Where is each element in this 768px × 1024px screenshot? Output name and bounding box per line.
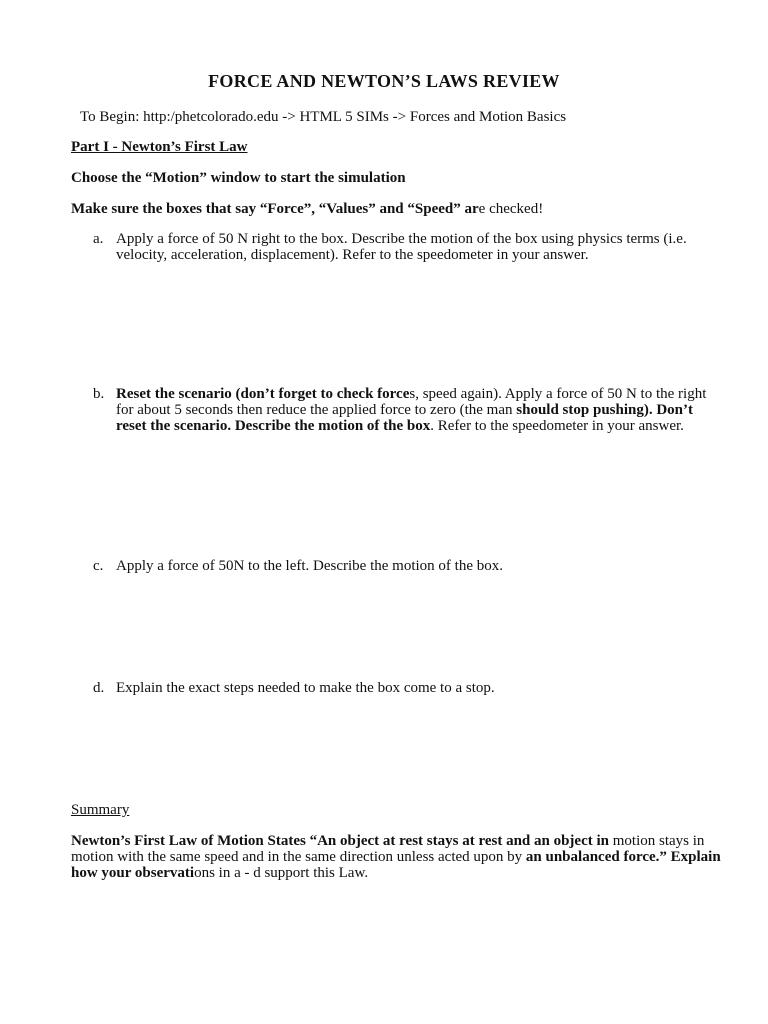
question-letter: d.: [93, 680, 105, 696]
summary-heading: Summary: [71, 802, 130, 818]
question-text: Explain the exact steps needed to make the box come to a stop.: [116, 680, 495, 696]
summary-text-2: ons in a - d support this Law.: [194, 865, 369, 881]
question-letter: a.: [93, 231, 104, 247]
summary-text-1: motion stays in motion with the same speed and in the same direction unless acted upon by: [71, 833, 705, 865]
question-b-text-4: . Refer to the speedometer in your answer.: [430, 418, 684, 434]
summary-paragraph: [71, 833, 731, 881]
question-text: Apply a force of 50N to the left. Describe the motion of the box.: [116, 558, 503, 574]
question-b-text-2: s, speed again). Apply a force of 50 N to the right for about 5 seconds then reduce the applied force to zero (the man: [116, 386, 707, 418]
summary-bold-2: an unbalanced force.” Explain how your observati: [71, 849, 721, 881]
make-sure-bold-text: Make sure the boxes that say “Force”, “Values” and “Speed” ar: [71, 201, 479, 217]
question-letter: b.: [93, 386, 105, 402]
question-letter: c.: [93, 558, 104, 574]
question-b-bold-1: Reset the scenario (don’t forget to check force: [116, 386, 410, 402]
to-begin-instruction: To Begin: http:/phetcolorado.edu -> HTML 5 SIMs -> Forces and Motion Basics: [80, 109, 567, 125]
choose-motion-instruction: Choose the “Motion” window to start the simulation: [71, 170, 406, 186]
make-sure-instruction: [71, 201, 543, 217]
page-title: FORCE AND NEWTON’S LAWS REVIEW: [208, 71, 560, 91]
part-1-heading: Part I - Newton’s First Law: [71, 139, 248, 155]
summary-bold-1: Newton’s First Law of Motion States “An object at rest stays at rest and an object in: [71, 833, 613, 849]
question-text: Apply a force of 50 N right to the box. Describe the motion of the box using physics terms (i.e. velocity, acceleration, displacement). Refer to the speedometer in your answer.: [116, 231, 687, 263]
question-text: [116, 386, 716, 434]
make-sure-rest-text: e checked!: [478, 201, 544, 217]
question-b-bold-3: should stop pushing). Don’t reset the scenario. Describe the motion of the box: [116, 402, 694, 434]
